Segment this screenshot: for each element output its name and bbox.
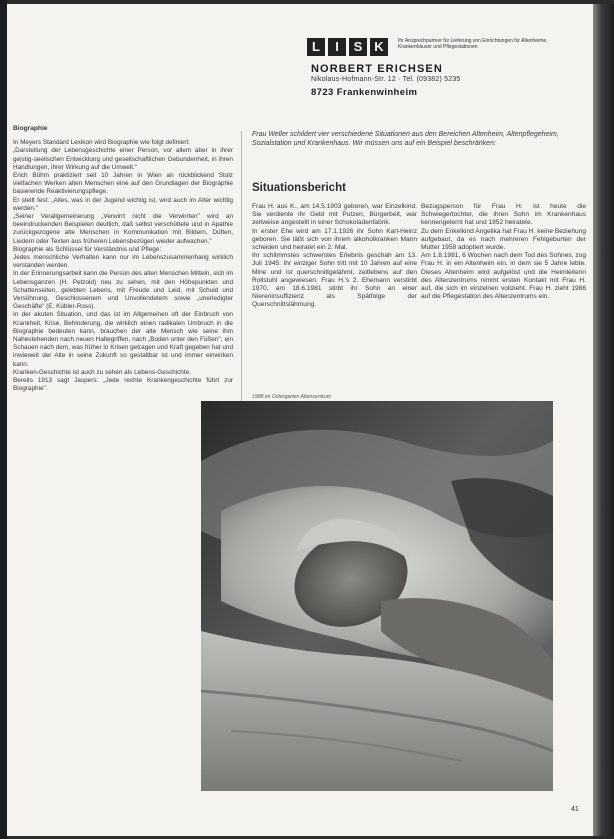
sidebar-paragraph: In Meyers Standard Lexikon wird Biographie wie folgt definiert: [13, 139, 190, 147]
section-heading: Situationsbericht [252, 182, 346, 194]
sidebar-paragraph: In der Erinnerungsarbeit kann die Person des alten Menschen Mitteln, sich im Lebensganzen (H. Petzold) neu zu sehen, mit den Höhepunkten und Schattenseiten, gelebten Lebens, mit Freude und Leid, mit Schuld und Versöhnung, Geschlossenem und Unvollendetem sowie „unerledigter Geschäfte" (E. Kübler-Ross). [13, 270, 233, 311]
sidebar-paragraph: Er stellt fest: „Alles, was in der Jugend wichtig ist, wird auch im Alter wichtig werden." [13, 196, 233, 212]
sidebar-paragraph: Jedes menschliche Verhalten kann nur im Lebenszusammenhang wirklich verstanden werden. [13, 254, 233, 270]
sidebar-paragraph: Bereits 1913 sagt Jaspers: „Jede rechte Krankengeschichte führt zur Biographie". [13, 377, 233, 393]
article-paragraph: In erster Ehe wird am 17.1.1926 ihr Sohn Karl-Heinz geboren. Sie läßt sich von ihrem alkoholkranken Mann scheiden und heiratet ein 2. Mal. [252, 227, 417, 252]
magazine-page [7, 4, 593, 836]
article-lead: Frau Weller schildert vier verschiedene Situationen aus den Bereichen Altenheim, Altenpflegeheim, Sozialstation und Krankenhaus. Wir müssen uns auf ein Beispiel beschränken: [252, 131, 559, 148]
article-column-right [421, 203, 586, 301]
company-city: 8723 Frankenwinheim [311, 87, 418, 98]
photo-caption: 1988 im Ostergarten Altenzentrum [252, 394, 332, 400]
article-paragraph: Zu dem Enkelkind Angelika hat Frau H. keine Beziehung aufgebaut, da es nach mehreren Fehlgeburten der Mutter 1958 adoptiert wurde. [421, 227, 586, 252]
letterhead-tagline: Ihr Ansprechpartner für Lieferung von Einrichtungen für Altenheime, Krankenhäuser und Pflegestationen [398, 38, 548, 51]
company-logo [307, 38, 388, 56]
article-paragraph: Frau H. aus K., am 14.5.1903 geboren, war Einzelkind. Sie verdiente ihr Geld mit Putzen, Bürgerbeit, war zeitweise angestellt in einer Schokoladenfabrik. [252, 203, 417, 227]
page-number: 41 [571, 806, 579, 813]
article-paragraph: Bezugsperson für Frau H. ist heute die Schwiegertochter, die ihren Sohn im Krankenhaus kennengelernt hat und 1952 heiratete. [421, 203, 586, 227]
logo-letter: I [328, 38, 346, 56]
biography-sidebar [13, 125, 233, 394]
sidebar-paragraph: „Darstellung der Lebensgeschichte einer Person, vor allem aber in ihrer geistig-seelischen Entwicklung und gesellschaftlichen Gebundenheit, in ihren Handlungen, ihrer Wirkung auf die Umwelt." [13, 147, 233, 171]
article-column-left [252, 203, 417, 310]
logo-letter: S [349, 38, 367, 56]
company-name: NORBERT ERICHSEN [311, 63, 443, 75]
sidebar-paragraph: In der akuten Situation, und das ist im Allgemeinen oft der Einbruch von Krankheit, Krise, Behinderung, die wirklich einen radikalen Umbruch in die Biographie bedeuten kann, brauchen der alte Mensch wie seine ihm Nahestehenden nach neuen Haltegriffen, nach „Boden unter den Füßen", ein Schauen nach dem, was früher in Krisen getragen und Kraft gegeben hat und inwieweit der Alte in seine Zukunft so gestaltbar ist und immer einwirken kann. [13, 311, 233, 368]
article-paragraph: Ihr schlimmstes schwerstes Erlebnis geschah am 13. Juli 1945: Ihr einziger Sohn tritt mit 10 Jahren auf eine Mine und ist querschnittgelähmt, zeitlebens auf den Rollstuhl angewiesen. Frau H.'s 2. Ehemann verstirbt 1970, am 18.6.1981 stirbt ihr Sohn an einer Niereninsuffizienz als Spätfolge der Querschnittslähmung. [252, 252, 417, 309]
company-address: Nikolaus-Hofmann-Str. 12 · Tel. (09382) 5235 [311, 76, 461, 83]
sidebar-paragraph: Erich Böhm praktiziert seit 10 Jahren in Wien an rückblickend Stolz vielfachen Werken alten Menschen eine auf den Grundlagen der Biographie basierende Reaktivierungspflege. [13, 172, 233, 196]
logo-letter: L [307, 38, 325, 56]
scan-right-edge [593, 4, 614, 836]
letterhead-advertisement [307, 38, 557, 98]
photo-elderly-woman-in-bed [201, 401, 553, 791]
scan-left-border [0, 0, 7, 839]
sidebar-paragraph: Biographie als Schlüssel für Verständnis und Pflege: [13, 245, 162, 253]
article-paragraph: Am 1.8.1981, 6 Wochen nach dem Tod des Sohnes, zog Frau H. in ein Altenheim ein, in dem sie 5 Jahre lebte. Dieses Altenheim wird aufgelöst und die Heimleiterin des Altenzentrums nimmt ersten Kontakt mit Frau H. auf, die sich im einzelnen vollzieht. Frau H. zieht 1986 auf die Pflegestation des Altenzentrums ein. [421, 252, 586, 301]
sidebar-title: Biographie [13, 125, 48, 132]
sidebar-paragraph: Kranken-Geschichte ist auch zu sehen als Lebens-Geschichte. [13, 368, 191, 376]
sidebar-paragraph: „Seiner Verallgemeinerung „Verwirrt nicht die Verwirrten" wird an beeindruckenden Beispielen deutlich, daß selbst verschüttete und in Apathie zurückgezogene alte Menschen in Kommunikation mit Bildern, Düften, Liedern oder Texten aus früheren Lebensbezügen wieder aufwachen." [13, 213, 233, 245]
logo-letter: K [370, 38, 388, 56]
